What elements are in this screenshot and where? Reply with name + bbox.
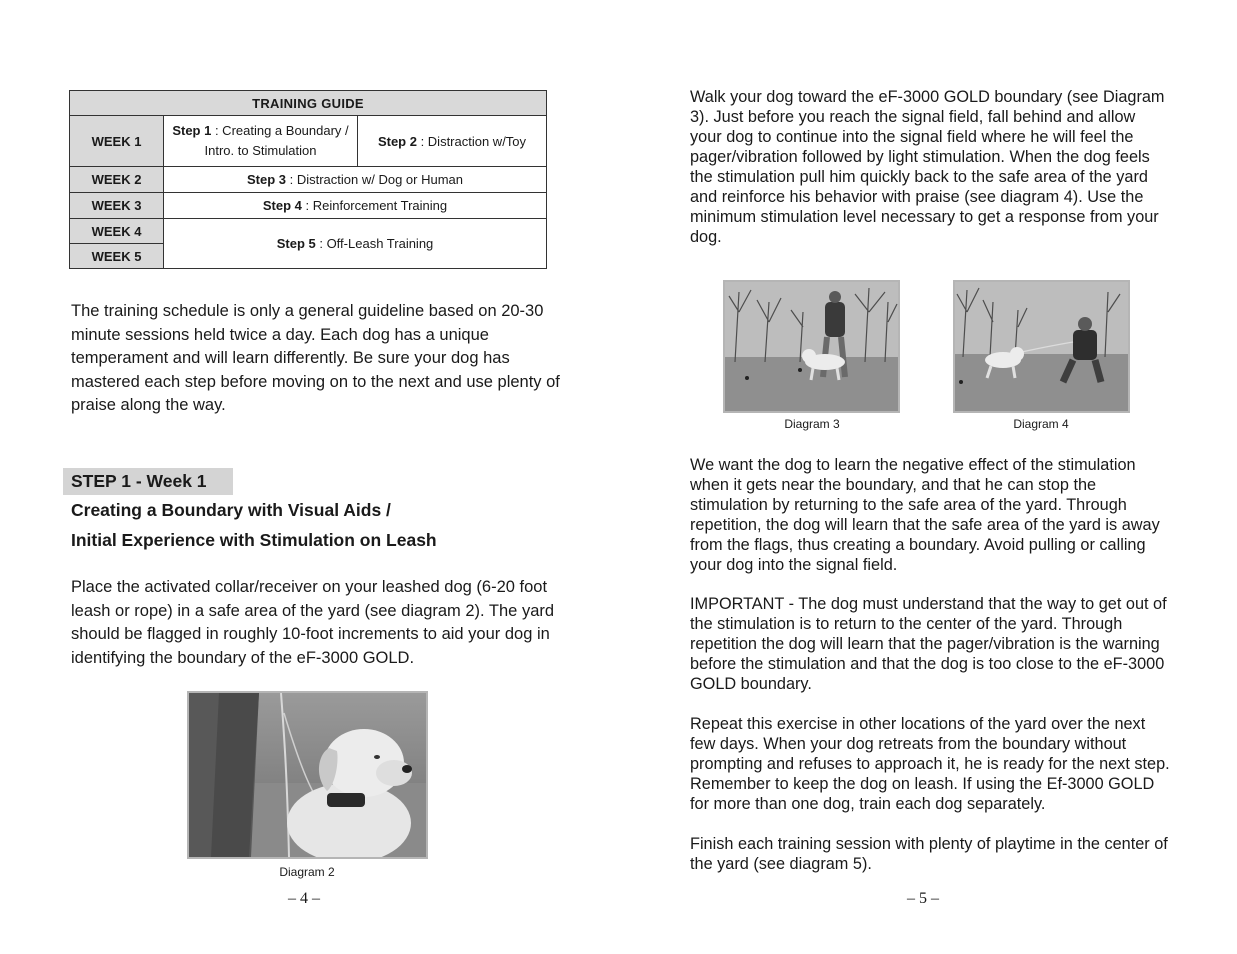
step-3-cell — [164, 167, 547, 193]
page-number-4: – 4 – — [288, 890, 320, 907]
diagram-3-caption: Diagram 3 — [784, 417, 840, 431]
diagram-4-caption: Diagram 4 — [1013, 417, 1069, 431]
diagram-2-illustration — [189, 693, 426, 857]
left-page — [0, 0, 618, 954]
collar-paragraph: Place the activated collar/receiver on your leashed dog (6-20 foot leash or rope) in a safe area of the yard (see diagram 2). The yard should be flagged in roughly 10-foot increments to aid your dog in identifying the boundary of the eF-3000 GOLD. — [71, 578, 555, 667]
week-4-label: WEEK 4 — [70, 219, 164, 244]
diagram-3-photo — [723, 280, 900, 413]
step-1-bold: Step 1 — [172, 123, 212, 138]
week-5-label: WEEK 5 — [70, 244, 164, 269]
diagram-3-illustration — [725, 282, 898, 411]
step-5-cell — [164, 219, 547, 269]
finish-session-paragraph: Finish each training session with plenty of playtime in the center of the yard (see diagram 5). — [690, 835, 1168, 873]
step-5-bold: Step 5 — [276, 236, 316, 251]
week-3-label: WEEK 3 — [70, 193, 164, 219]
step-3-text: : Distraction w/ Dog or Human — [286, 172, 464, 187]
step-2-cell — [358, 116, 547, 167]
step-title-line-2: Initial Experience with Stimulation on Leash — [71, 530, 437, 550]
important-paragraph: IMPORTANT - The dog must understand that the way to get out of the stimulation is to return to the center of the yard. Through repetition the dog will learn that the pager/vibration is the warning before the stimulation and that the dog is too close to the eF-3000 GOLD boundary. — [690, 595, 1167, 693]
step-5-text: : Off-Leash Training — [315, 236, 434, 251]
diagram-4-photo — [953, 280, 1130, 413]
step-3-bold: Step 3 — [246, 172, 286, 187]
diagram-2-photo — [187, 691, 428, 859]
walk-dog-paragraph: Walk your dog toward the eF-3000 GOLD boundary (see Diagram 3). Just before you reach the signal field, fall behind and allow your dog to continue into the signal field where he will feel the pager/vibration followed by light stimulation. When the dog feels the stimulation pull him quickly back to the safe area of the yard and reinforce his behavior with praise (see diagram 4). Use the minimum stimulation level necessary to get a response from your dog. — [690, 88, 1165, 246]
negative-effect-paragraph: We want the dog to learn the negative effect of the stimulation when it gets near the boundary, and that he can stop the stimulation by returning to the safe area of the yard. Through repetition, the dog will learn that the safe area of the yard is away from the flags, thus creating a boundary. Avoid pulling or calling your dog into the signal field. — [690, 456, 1160, 574]
step-title-line-1: Creating a Boundary with Visual Aids / — [71, 500, 391, 520]
step-4-text: : Reinforcement Training — [301, 198, 448, 213]
step-1-cell — [164, 116, 358, 167]
right-page — [618, 0, 1237, 954]
repeat-exercise-paragraph: Repeat this exercise in other locations of the yard over the next few days. When your dog retreats from the boundary without prompting and refuses to approach it, he is ready for the next step. Remember to keep the dog on leash. If using the Ef-3000 GOLD for more than one dog, train each dog separately. — [690, 715, 1170, 813]
training-guide-table — [69, 90, 547, 269]
step-1-text-b: Intro. to Stimulation — [204, 143, 317, 158]
step-2-text: : Distraction w/Toy — [416, 133, 527, 149]
step-4-cell — [164, 193, 547, 219]
diagram-4-illustration — [955, 282, 1128, 411]
step-4-bold: Step 4 — [262, 198, 302, 213]
training-guide-title: TRAINING GUIDE — [70, 91, 547, 116]
week-2-label: WEEK 2 — [70, 167, 164, 193]
schedule-paragraph: The training schedule is only a general guideline based on 20-30 minute sessions held twice a day. Each dog has a unique temperament and will learn differently. Be sure your dog has mastered each step before moving on to the next and use plenty of praise along the way. — [71, 302, 560, 414]
step-2-bold: Step 2 — [377, 133, 417, 149]
step-1-text-a: : Creating a Boundary / — [211, 123, 349, 138]
step-1-tag: STEP 1 - Week 1 — [63, 468, 233, 495]
page-number-5: – 5 – — [907, 890, 939, 907]
week-1-label: WEEK 1 — [70, 116, 164, 167]
diagram-2-caption: Diagram 2 — [279, 865, 335, 879]
